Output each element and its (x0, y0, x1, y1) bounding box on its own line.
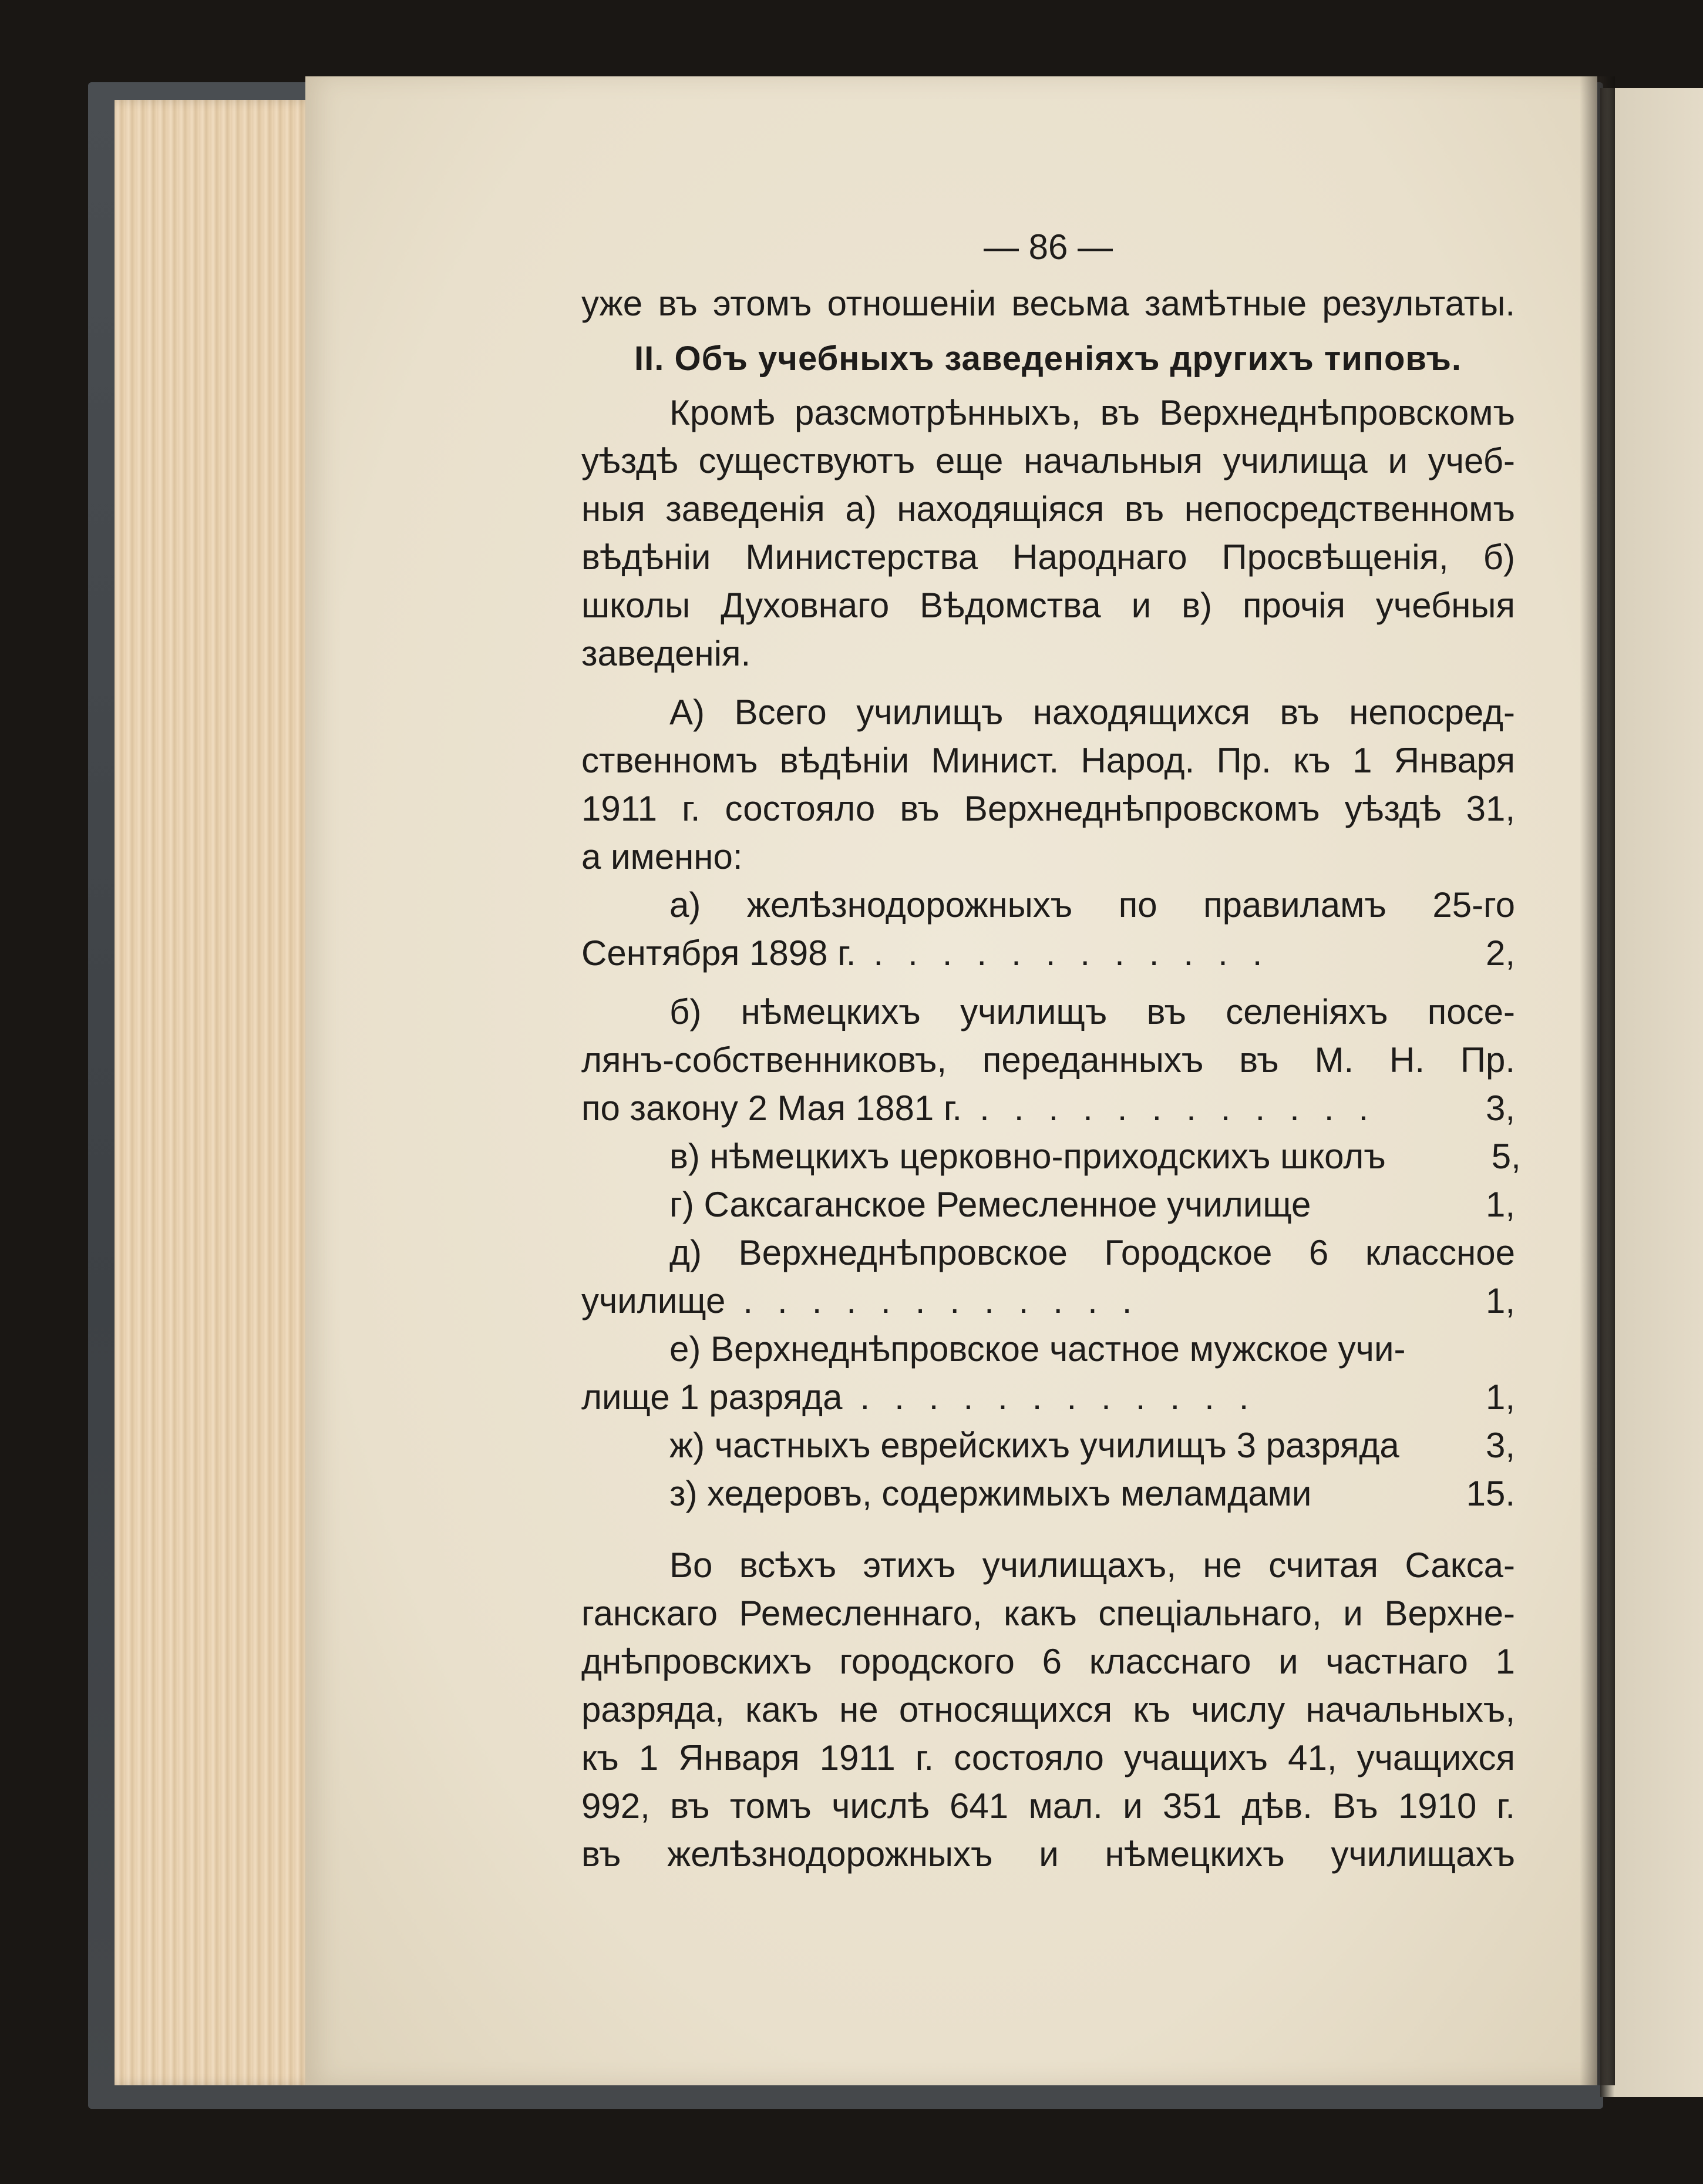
text-line: разряда, какъ не относящихся къ числу начальныхъ, (581, 1690, 1515, 1729)
paragraph-1 (581, 389, 1515, 678)
list-item-line: а) желѣзнодорожныхъ по правиламъ 25-го (669, 885, 1515, 925)
text-line: ганскаго Ремесленнаго, какъ спецiальнаго, и Верхне- (581, 1594, 1515, 1633)
school-list (581, 881, 1521, 1518)
lead-line: уже въ этомъ отношенiи весьма замѣтные результаты. (581, 284, 1515, 323)
list-item-label: в) нѣмецкихъ церковно-приходскихъ школъ (669, 1137, 1386, 1176)
list-item-row (581, 1277, 1515, 1325)
list-item-row (581, 1470, 1515, 1518)
text-line: 1911 г. состояло въ Верхнеднѣпровскомъ уѣздѣ 31, (581, 789, 1515, 828)
text-line: уѣздѣ существуютъ еще начальныя училища и учеб- (581, 441, 1515, 481)
book-gutter (1580, 76, 1615, 2085)
list-item-count: 5, (1491, 1137, 1521, 1176)
text-line: ственномъ вѣдѣнiи Минист. Народ. Пр. къ 1 Января (581, 741, 1515, 780)
text-line: школы Духовнаго Вѣдомства и в) прочiя учебныя (581, 586, 1515, 625)
section-heading: II. Объ учебныхъ заведенiяхъ другихъ типовъ. (634, 340, 1462, 378)
list-item-row (581, 1181, 1515, 1229)
leader-dots: ............ (873, 933, 1287, 973)
list-item-count: 15. (1466, 1474, 1515, 1513)
text-line: въ желѣзнодорожныхъ и нѣмецкихъ училищахъ (581, 1834, 1515, 1874)
list-item-count: 1, (1485, 1281, 1515, 1321)
list-item-count: 3, (1485, 1088, 1515, 1128)
text-line: вѣдѣнiи Министерства Народнаго Просвѣщенiя, б) (581, 537, 1515, 577)
leader-dots: ............ (743, 1281, 1157, 1321)
list-item-count: 1, (1485, 1377, 1515, 1417)
list-item-label: училище (581, 1281, 726, 1321)
list-item-count: 3, (1485, 1426, 1515, 1465)
list-item-line: е) Верхнеднѣпровское частное мужское учи- (669, 1329, 1406, 1369)
list-item-label: г) Саксаганское Ремесленное училище (669, 1185, 1311, 1224)
list-item-row (581, 929, 1515, 977)
list-item-count: 2, (1485, 933, 1515, 973)
paragraph-2 (581, 688, 1515, 881)
page-edges (115, 100, 314, 2085)
text-line: заведенiя. (581, 634, 751, 673)
list-item-label: ж) частныхъ еврейскихъ училищъ 3 разряда (669, 1426, 1399, 1465)
text-line: А) Всего училищъ находящихся въ непосред- (669, 693, 1515, 732)
list-item-row (581, 1422, 1515, 1470)
list-item-line: д) Верхнеднѣпровское Городское 6 классное (669, 1233, 1515, 1272)
text-line: а именно: (581, 837, 743, 876)
list-item-row (581, 1084, 1515, 1133)
list-item-label: Сентября 1898 г. (581, 933, 856, 973)
text-line: днѣпровскихъ городского 6 класснаго и частнаго 1 (581, 1642, 1515, 1681)
paragraph-3 (581, 1541, 1515, 1879)
facing-page (1600, 88, 1703, 2097)
leader-dots: ............ (860, 1377, 1274, 1417)
text-line: ныя заведенiя а) находящiяся въ непосредственномъ (581, 489, 1515, 529)
text-line: Кромѣ разсмотрѣнныхъ, въ Верхнеднѣпровскомъ (669, 393, 1515, 432)
leader-dots: ............ (980, 1088, 1394, 1128)
list-item-row (581, 1133, 1521, 1181)
page-number: — 86 — (983, 227, 1113, 267)
text-line: 992, въ томъ числѣ 641 мал. и 351 дѣв. Въ 1910 г. (581, 1786, 1515, 1826)
list-item-label: по закону 2 Мая 1881 г. (581, 1088, 962, 1128)
text-line: къ 1 Января 1911 г. состояло учащихъ 41, учащихся (581, 1738, 1515, 1778)
page-text (581, 223, 1521, 1879)
list-item-line: б) нѣмецкихъ училищъ въ селенiяхъ посе- (669, 992, 1515, 1031)
list-item-line: лянъ-собственниковъ, переданныхъ въ М. Н. Пр. (581, 1040, 1515, 1080)
list-item-label: з) хедеровъ, содержимыхъ меламдами (669, 1474, 1312, 1513)
list-item-row (581, 1373, 1515, 1422)
list-item-label: лище 1 разряда (581, 1377, 843, 1417)
list-item-count: 1, (1485, 1185, 1515, 1224)
text-line: Во всѣхъ этихъ училищахъ, не считая Сакса- (669, 1545, 1515, 1585)
